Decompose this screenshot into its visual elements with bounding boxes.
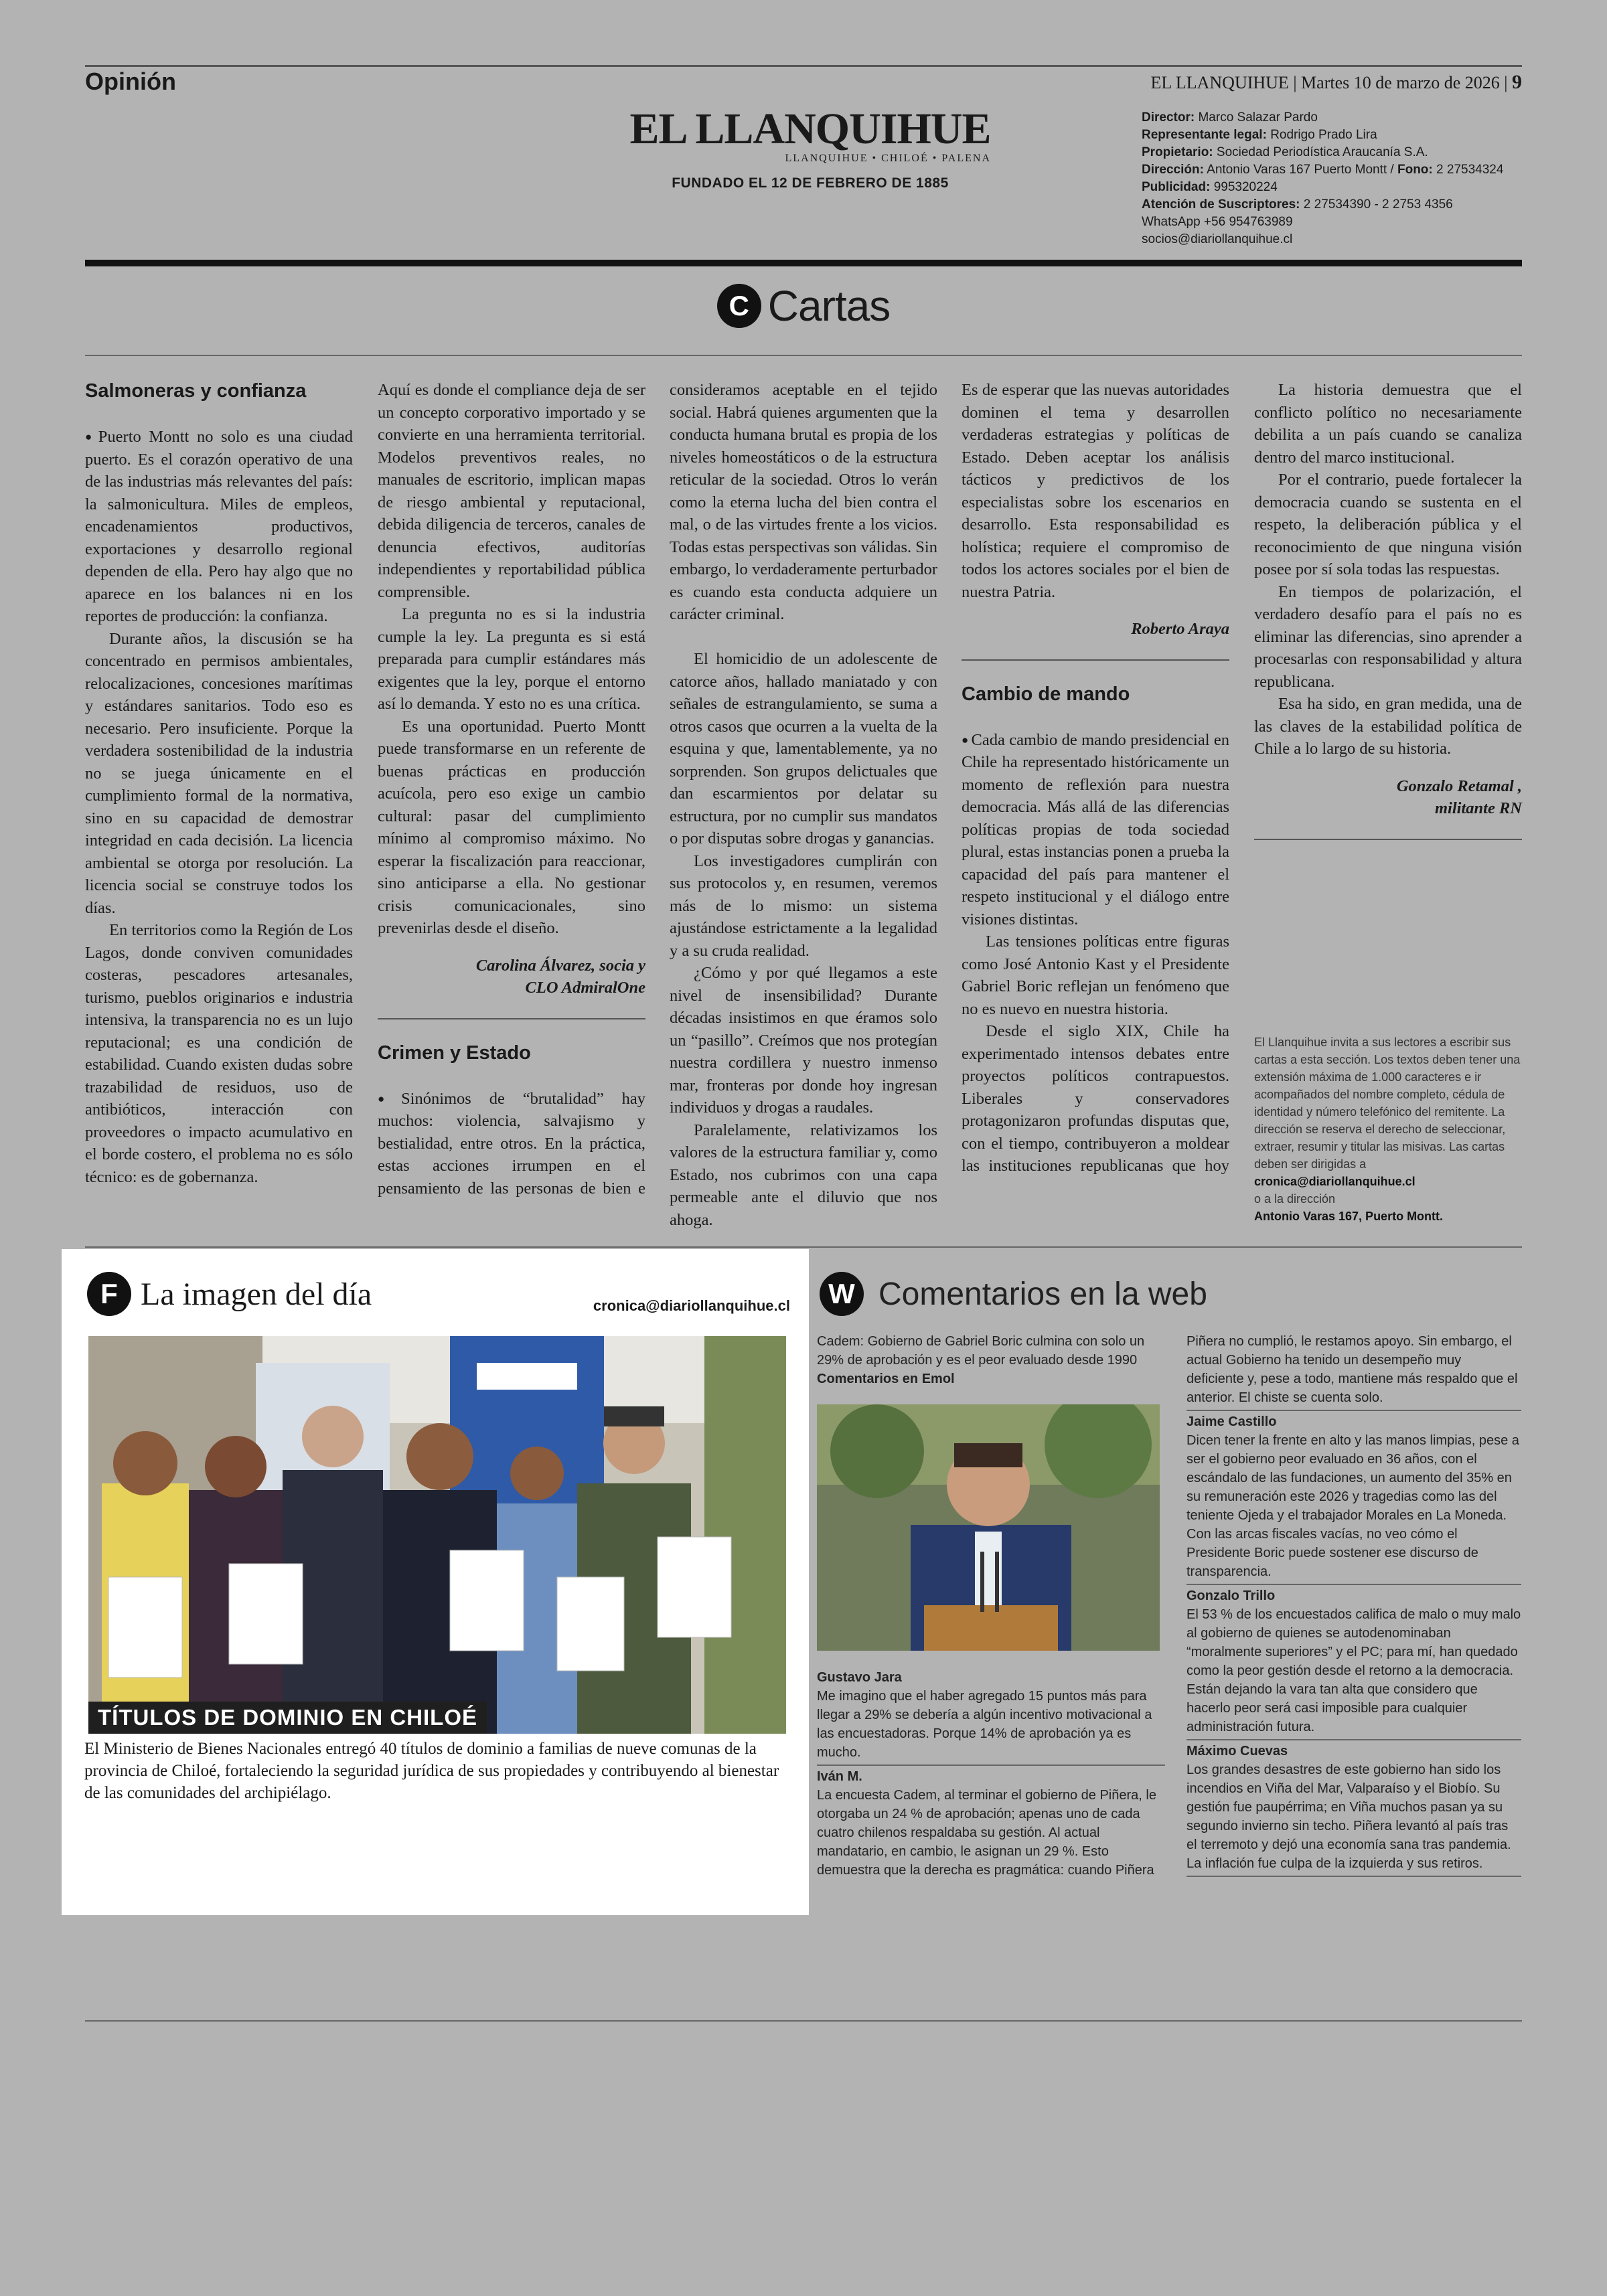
letter-paragraph: Los investigadores cumplirán con sus protocolos y, en resumen, veremos más de lo mismo: un sistema ajustándose estrictamente a la legalidad y a su cruda realidad. [670,851,937,960]
image-of-day-email[interactable]: cronica@diariollanquihue.cl [593,1297,790,1314]
letter-paragraph: El homicidio de un adolescente de catorce años, hallado maniatado y con señales de estrangulamiento, se suma a otros casos que ocurren a la vuelta de la esquina y que, lamentablemente, ya no sorprenden. Son grupos delictuales que dan escarmientos por delatar su estructura, por no cumplir sus mandatos o por disputas sobre drogas y ganancias. [670,650,937,847]
letter-paragraph: En tiempos de polarización, el verdadero desafío para el país no es eliminar las diferencias, sino aprender a procesarlas con responsabilidad y altura republicana. [1254,582,1522,691]
cartas-badge-icon: C [717,284,761,328]
comment-text: Me imagino que el haber agregado 15 puntos más para llegar a 29% se debería a algún incentivo motivacional a las encuestadoras. Porque 14% de aprobación ya es mucho. [817,1689,1152,1760]
letter-column-4 [962,379,1229,1177]
letters-invite [1254,1034,1522,1225]
invite-email[interactable]: cronica@diariollanquihue.cl [1254,1175,1415,1188]
masthead-rule [85,260,1522,266]
letter-paragraph: La historia demuestra que el conflicto político no necesariamente debilita a un país cuando se canaliza dentro del marco institucional. [1254,381,1522,467]
letter-paragraph: Paralelamente, relativizamos los valores de la estructura familiar y, como Estado, nos cubrimos con una capa permeable ante el diluvio que nos ahoga. [670,1121,937,1229]
letter-paragraph: Por el contrario, puede fortalecer la democracia cuando se sustenta en el respeto, la deliberación pública y el reconocimiento de que ninguna visión posee por sí sola todas las respuestas. [1254,471,1522,578]
letter-paragraph: Desde el siglo XIX, Chile ha experimentado intensos debates entre proyectos políticos contrapuestos. Liberales y conservadores protagonizaron profundas disputas que, con el tiempo, contribuyeron a moldear las instituciones republicanas que hoy [962,1022,1229,1175]
staff-line: Publicidad: 995320224 [1142,180,1278,194]
staff-line: Atención de Suscriptores: 2 27534390 - 2 2753 4356 [1142,197,1453,212]
web-comments-header [820,1272,1207,1316]
letter-paragraph: ● Sinónimos de “brutalidad” hay muchos: violencia, salvajismo y bestialidad, entre otros. En la práctica, estas acciones irrumpen en el pensamiento de las personas de bien e [378,1088,645,1200]
comment-text: Los grandes desastres de este gobierno han sido los incendios en Viña del Mar, Valparaíso y el Biobío. Su gestión fue paupérrima; en Viña muchos pasan ya su segundo invierno sin techo. Piñera levantó al país tras el terremoto y dejó una economía sana tras pandemia. La inflación fue culpa de la izquierda y sus retiros. [1187,1762,1511,1871]
letter-paragraph: La pregunta no es si la industria cumple la ley. La pregunta es si está preparada para cumplir estándares más exigentes que la ley, porque el entorno así lo demanda. Y esto no es una crítica. [378,605,645,713]
cartas-title: Cartas [767,282,891,330]
photo-caption: El Ministerio de Bienes Nacionales entregó 40 títulos de dominio a familias de nueve comunas de la provincia de Chiloé, fortaleciendo la seguridad jurídica de sus propiedades y contribuyendo al bienestar de las comunidades del archipiélago. [84,1740,779,1802]
staff-line: Dirección: Antonio Varas 167 Puerto Montt / Fono: 2 27534324 [1142,163,1504,177]
letter-column-1 [85,379,353,1188]
letter-paragraph: En territorios como la Región de Los Lagos, donde conviven comunidades costeras, pescadores artesanales, turismo, pueblos originarios e industria intensiva, la transparencia no es un lujo reputacional; es una condición de estabilidad. Cuando existen dudas sobre trazabilidad de residuos, uso de antibióticos, interacción con proveedores o impacto acumulativo en el borde costero, el problema no es sólo técnico: es de gobernanza. [85,921,353,1186]
letter-paragraph: consideramos aceptable en el tejido social. Habrá quienes argumenten que la conducta humana brutal es propia de los niveles homeostáticos o de la estructura reticular de la sociedad. Otros lo verán como la eterna lucha del bien contra el mal, o de las virtudes frente a los vicios. Todas estas perspectivas son válidas. Sin embargo, lo verdaderamente perturbador es cuando esta conducta adquiere un carácter criminal. [670,381,937,623]
web-source: Comentarios en Emol [817,1372,955,1386]
letter-paragraph: Durante años, la discusión se ha concentrado en permisos ambientales, relocalizaciones, concesiones marítimas y estándares sanitarios. Todo eso es necesario. Pero insuficiente. Porque la verdadera sostenibilidad de la industria no se juega únicamente en el cumplimiento formal de la normativa, sino en su capacidad de demostrar integridad en cada decisión. La licencia ambiental se otorga por resolución. La licencia social se construye todos los días. [85,629,353,917]
group-photo-illustration [88,1336,786,1734]
image-of-day-panel [62,1249,809,1915]
staff-line: Director: Marco Salazar Pardo [1142,110,1318,125]
folio-date: Martes 10 de marzo de 2026 [1301,73,1500,92]
folio-paper: EL LLANQUIHUE [1150,73,1289,92]
comment-author: Gustavo Jara [817,1670,902,1685]
president-photo [817,1404,1160,1651]
letter-title-salmoneras: Salmoneras y confianza [85,380,307,402]
folio: EL LLANQUIHUE | Martes 10 de marzo de 2026 | 9 [1150,71,1522,93]
comment-text: Piñera no cumplió, le restamos apoyo. Sin embargo, el actual Gobierno ha tenido un desempeño muy deficiente y, pese a todo, mantiene más respaldo que el anterior. El chiste se cuenta solo. [1187,1334,1518,1405]
comment-divider [817,1765,1165,1766]
letter-divider [378,1018,645,1019]
letter-column-2 [378,379,645,1200]
newspaper-logo: EL LLANQUIHUE [629,104,991,153]
letter-paragraph: Esa ha sido, en gran medida, una de las claves de la estabilidad política de Chile a lo largo de su historia. [1254,695,1522,758]
letter-paragraph: ¿Cómo y por qué llegamos a este nivel de insensibilidad? Durante décadas insistimos en que éramos solo un “pasillo”. Creímos que nos protegían nuestra cordillera y nuestro inmenso mar, fronteras por donde hoy ingresan individuos y drogas a raudales. [670,964,937,1117]
comment-text: Dicen tener la frente en alto y las manos limpias, pese a ser el gobierno peor evaluado en 36 años, con el escándalo de las fundaciones, un aumento del 35% en su remuneración este 2026 y tragedias como las del teniente Ojeda y el trabajador Morales en La Moneda. Con las arcas fiscales vacías, no veo cómo el Presidente Boric puede sostener ese discurso de transparencia. [1187,1433,1519,1579]
web-comments-column-1-list [817,1668,1165,1880]
staff-box [1142,109,1503,248]
comment-divider [1187,1876,1521,1877]
letter-column-3 [670,379,937,1231]
top-rule [85,65,1522,67]
web-comments-badge-icon: W [820,1272,864,1316]
comment-author: Gonzalo Trillo [1187,1588,1276,1603]
letter-signature: Roberto Araya [1131,620,1229,638]
invite-address: Antonio Varas 167, Puerto Montt. [1254,1210,1444,1223]
letter-title-cambio: Cambio de mando [962,683,1130,705]
comment-divider [1187,1410,1521,1411]
staff-line: WhatsApp +56 954763989 [1142,215,1293,229]
group-photo [88,1336,786,1734]
comment-text: El 53 % de los encuestados califica de malo o muy malo al gobierno de quienes se autodenominaban “moralmente superiores” y el PC; para mí, han quedado como la peor gestión desde el retorno a la democracia. Están dejando la vara tan alta que considero que hacerlo peor será casi imposible para cualquier administración futura. [1187,1607,1521,1734]
comment-author: Iván M. [817,1769,862,1784]
web-comments-column-2 [1187,1332,1521,1878]
comment-author: Máximo Cuevas [1187,1744,1288,1758]
section-rule [85,1246,1522,1248]
letter-signature: Gonzalo Retamal , militante RN [1396,776,1522,817]
web-comments-title: Comentarios en la web [878,1276,1207,1312]
letter-paragraph: ● Puerto Montt no solo es una ciudad puerto. Es el corazón operativo de una de las industrias más relevantes del país: la salmonicultura. Miles de empleos, encadenamientos productivos, exportaciones y desarrollo regional dependen de ella. Pero hay algo que no aparece en los balances ni en los reportes de producción: la confianza. [85,426,353,628]
letter-paragraph: Es de esperar que las nuevas autoridades dominen el tema y desarrollen verdaderas estrategias y políticas de Estado. Deben aceptar los análisis tácticos y predictivos de los especialistas sobre los escenarios en desarrollo. Esta responsabilidad es holística; requiere el compromiso de todos los actores sociales por el bien de nuestra Patria. [962,381,1229,601]
staff-line: socios@diariollanquihue.cl [1142,232,1293,246]
invite-or: o a la dirección [1254,1192,1336,1206]
image-of-day-header [87,1272,372,1316]
comment-text: La encuesta Cadem, al terminar el gobierno de Piñera, le otorgaba un 24 % de aprobación; apenas uno de cada cuatro chilenos respaldaba su gestión. Al actual mandatario, en cambio, le asignan un 29 %. Esto demuestra que la derecha es pragmática: cuando Piñera [817,1788,1156,1878]
comment-divider [1187,1584,1521,1585]
letter-title-crimen: Crimen y Estado [378,1042,531,1064]
masthead [629,104,991,191]
letter-paragraph: ● Cada cambio de mando presidencial en Chile ha representado históricamente un momento de reflexión para nuestra democracia. Más allá de las diferencias políticas propias de toda sociedad plural, estas instancias ponen a prueba la capacidad del país para mantener el respeto institucional y el diálogo entre visiones distintas. [962,729,1229,931]
folio-page: 9 [1512,71,1522,93]
bottom-rule [85,2020,1522,2022]
staff-line: Representante legal: Rodrigo Prado Lira [1142,128,1377,142]
letter-paragraph: Aquí es donde el compliance deja de ser un concepto corporativo importado y se convierte en una herramienta territorial. Modelos preventivos reales, no manuales de escritorio, implican mapas de riesgo ambiental y reputacional, debida diligencia de terceros, canales de denuncia efectivos, auditorías independientes y reportabilidad pública comprensible. [378,381,645,601]
section-label: Opinión [85,68,176,95]
photo-caption-title: TÍTULOS DE DOMINIO EN CHILOÉ [88,1702,487,1734]
staff-line: Propietario: Sociedad Periodística Araucanía S.A. [1142,145,1428,159]
letter-column-5 [1254,379,1522,862]
web-headline: Cadem: Gobierno de Gabriel Boric culmina con solo un 29% de aprobación y es el peor evaluado desde 1990 [817,1334,1145,1368]
letter-paragraph: Las tensiones políticas entre figuras como José Antonio Kast y el Presidente Gabriel Boric reflejan un fenómeno que no es nuevo en nuestra historia. [962,932,1229,1018]
cartas-header [0,281,1607,331]
letter-signature: Carolina Álvarez, socia y CLO AdmiralOne [475,956,645,997]
letter-divider [1254,839,1522,840]
image-of-day-title: La imagen del día [141,1276,372,1312]
letter-paragraph: Es una oportunidad. Puerto Montt puede transformarse en un referente de buenas prácticas en producción acuícola, pero eso exige un cambio cultural: pasar del cumplimiento mínimo al compromiso máximo. No esperar la fiscalización para reaccionar, sino anticiparse a ella. No gestionar crisis comunicacionales, sino prevenirlas desde el diseño. [378,717,645,937]
cartas-rule [85,355,1522,356]
web-comments-column-1 [817,1332,1165,1388]
letter-divider [962,659,1229,661]
invite-text: El Llanquihue invita a sus lectores a escribir sus cartas a esta sección. Los textos deben tener una extensión máxima de 1.000 caracteres e ir acompañados del nombre completo, cédula de identidad y número telefónico del remitente. La dirección se reserva el derecho de seleccionar, extraer, resumir y titular las misivas. Las cartas deben ser dirigidas a [1254,1036,1521,1171]
president-photo-illustration [817,1404,1160,1651]
comment-divider [1187,1739,1521,1740]
image-of-day-badge-icon: F [87,1272,131,1316]
comment-author: Jaime Castillo [1187,1414,1277,1429]
newspaper-sublogo: LLANQUIHUE • CHILOÉ • PALENA [785,153,991,164]
founded-line: FUNDADO EL 12 DE FEBRERO DE 1885 [672,175,949,191]
